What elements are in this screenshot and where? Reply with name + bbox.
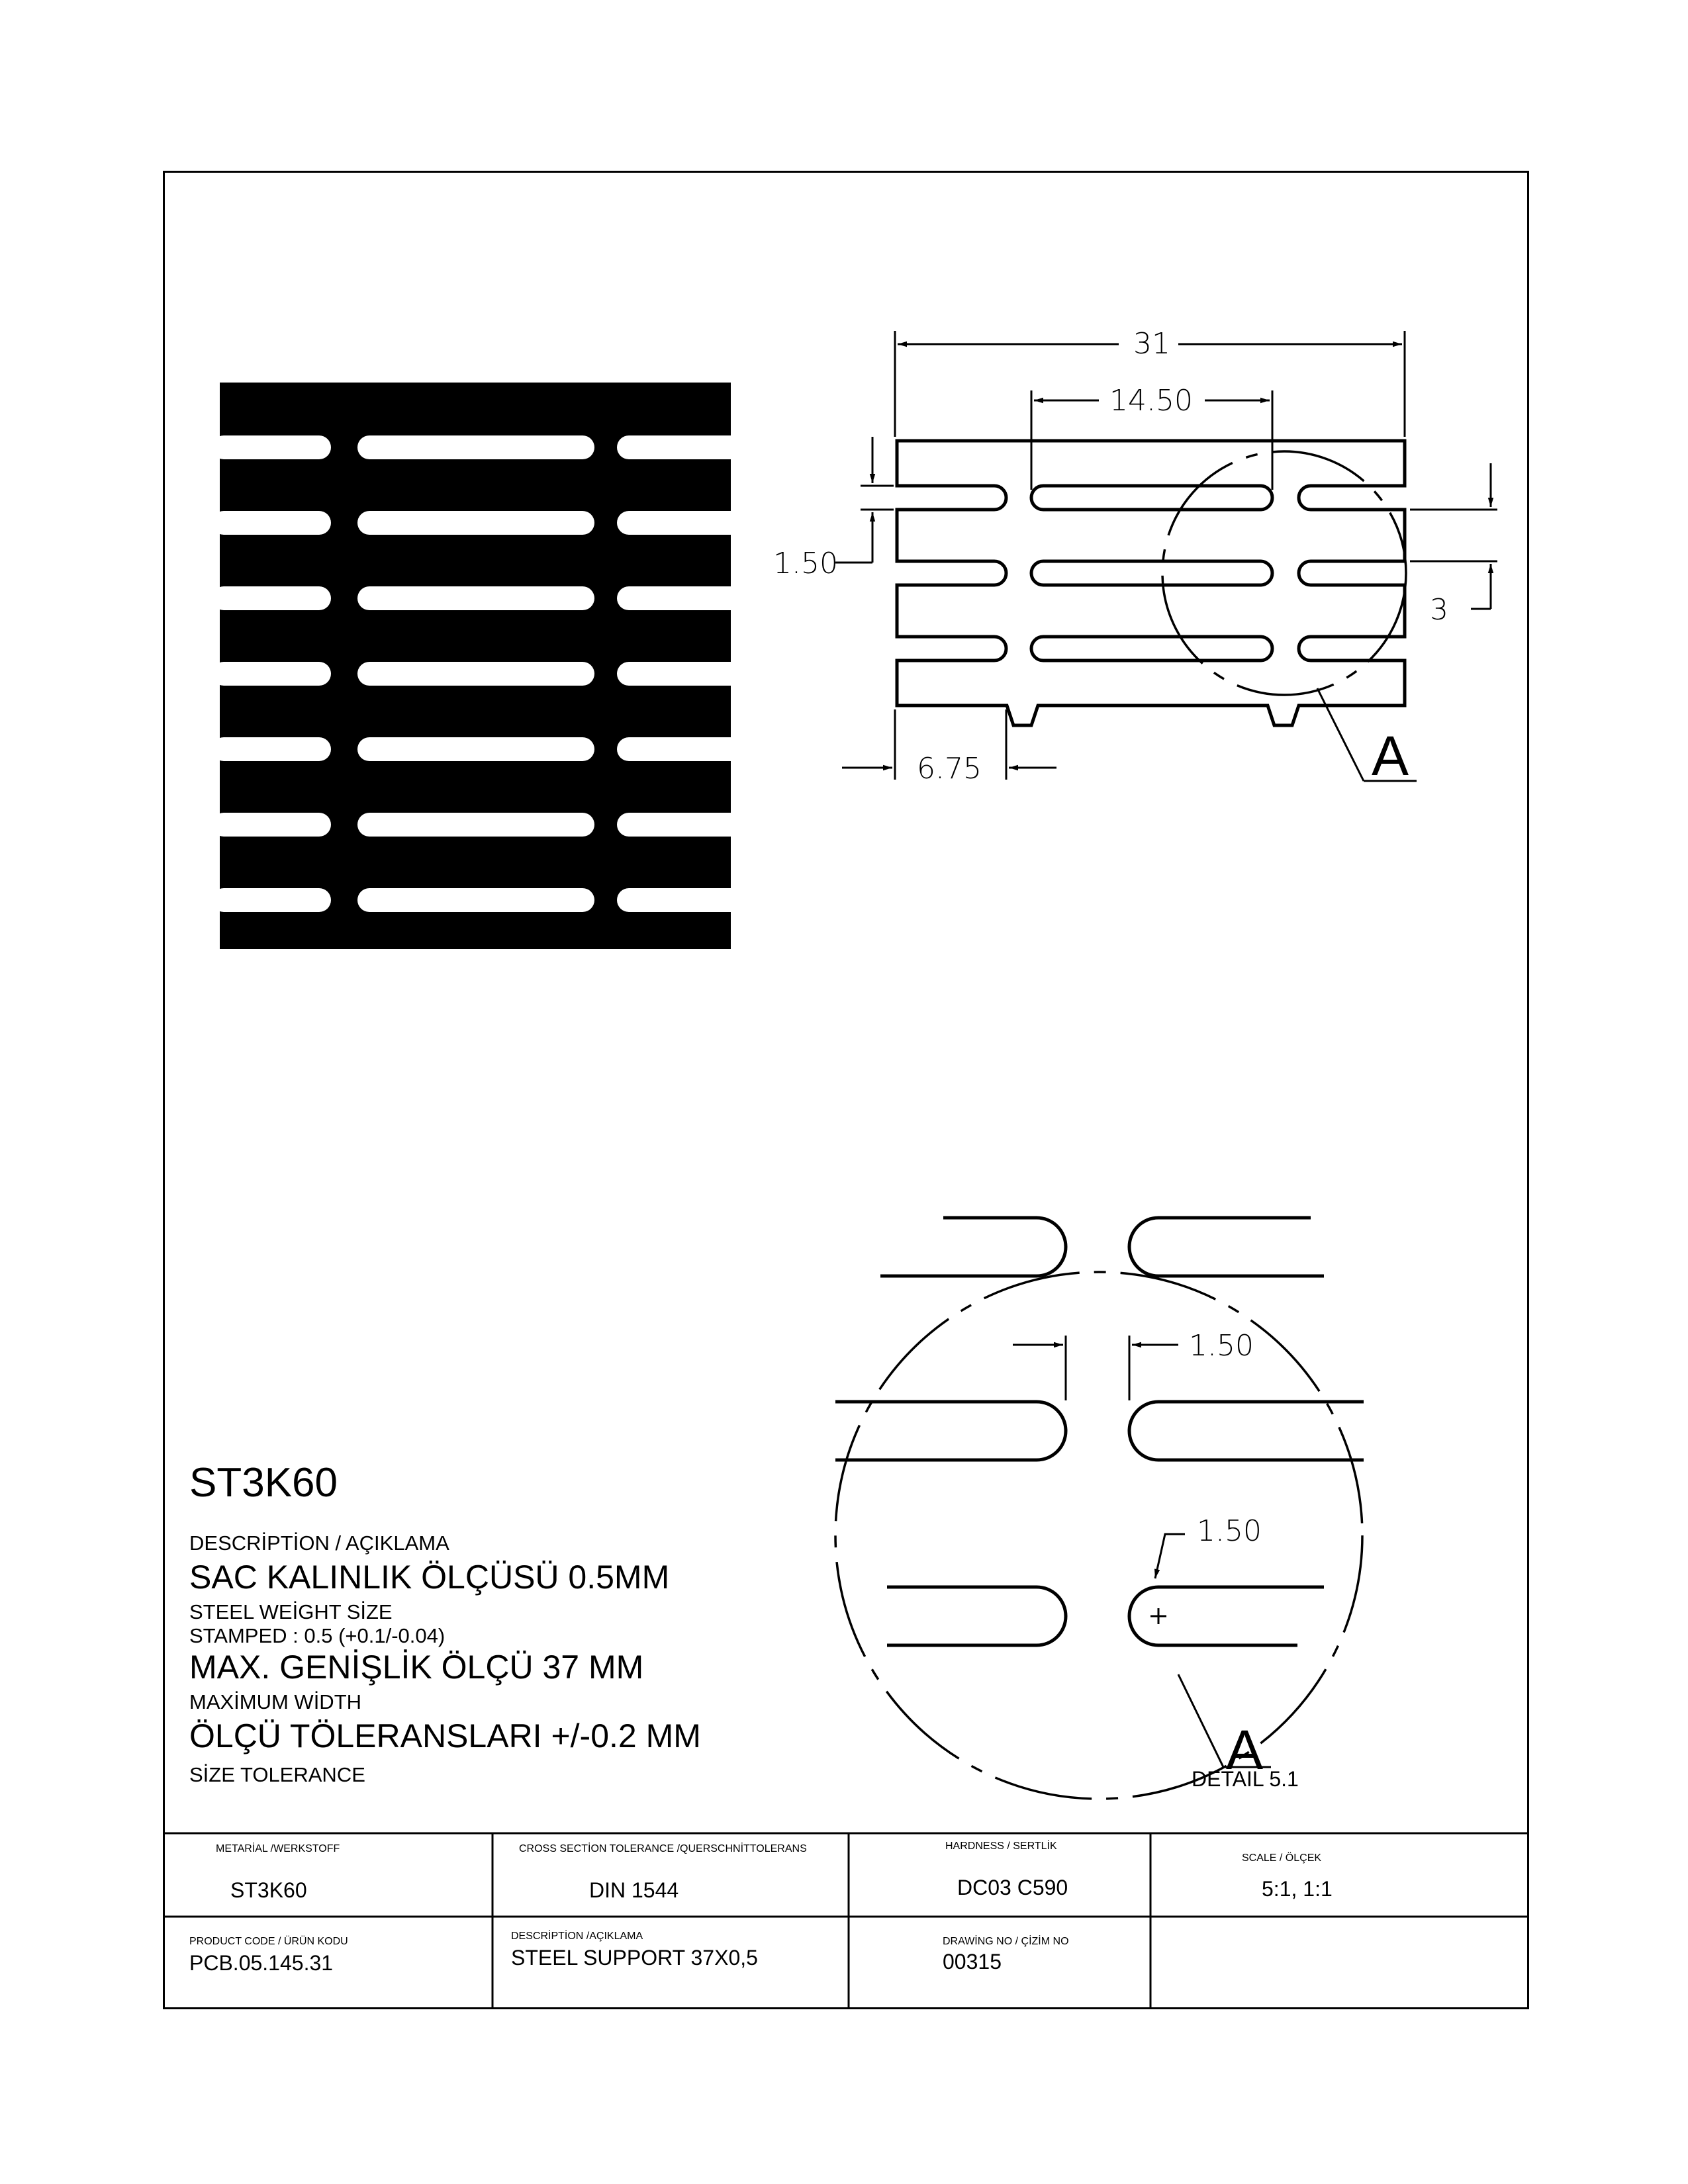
section-marker-a: A <box>1372 725 1409 787</box>
description-max-width-sub: MAXİMUM WİDTH <box>189 1690 362 1713</box>
dim-pitch: 3 <box>1430 593 1448 627</box>
dim-edge-offset: 6.75 <box>917 752 982 786</box>
description-thickness-sub: STEEL WEİGHT SİZE <box>189 1600 393 1623</box>
dim-overall-width: 31 <box>1133 327 1170 361</box>
description-tolerance: ÖLÇÜ TÖLERANSLARI +/-0.2 MM <box>189 1717 701 1754</box>
scale-label: SCALE / ÖLÇEK <box>1242 1852 1322 1864</box>
drawing-number-label: DRAWİNG NO / ÇİZİM NO <box>943 1936 1069 1947</box>
description-label: DESCRİPTİON / AÇIKLAMA <box>189 1531 449 1555</box>
detail-view <box>835 1218 1364 1799</box>
description-thickness: SAC KALINLIK ÖLÇÜSÜ 0.5MM <box>189 1559 670 1596</box>
hardness-label: HARDNESS / SERTLİK <box>945 1841 1057 1852</box>
part-code-title: ST3K60 <box>189 1460 338 1506</box>
material-value: ST3K60 <box>230 1878 307 1902</box>
item-description-value: STEEL SUPPORT 37X0,5 <box>511 1946 758 1970</box>
material-label: METARİAL /WERKSTOFF <box>216 1843 340 1854</box>
detail-gap-dim: 1.50 <box>1189 1329 1254 1363</box>
cross-tolerance-label: CROSS SECTİON TOLERANCE /QUERSCHNİTTOLERANS <box>519 1843 807 1854</box>
cross-tolerance-value: DIN 1544 <box>589 1878 679 1902</box>
detail-label: DETAIL 5.1 <box>1192 1767 1299 1791</box>
drawing-number-value: 00315 <box>943 1950 1002 1974</box>
detail-marker-a: A <box>1226 1719 1264 1781</box>
description-max-width: MAX. GENİŞLİK ÖLÇÜ 37 MM <box>189 1649 644 1686</box>
product-code-label: PRODUCT CODE / ÜRÜN KODU <box>189 1936 348 1947</box>
product-code-value: PCB.05.145.31 <box>189 1951 334 1975</box>
scale-value: 5:1, 1:1 <box>1262 1877 1333 1901</box>
item-description-label: DESCRİPTİON /AÇIKLAMA <box>511 1931 643 1942</box>
dim-slot-width: 1.50 <box>773 547 838 580</box>
title-block-lines <box>163 1833 1529 2009</box>
detail-radius-dim: 1.50 <box>1197 1514 1262 1548</box>
description-stamped: STAMPED : 0.5 (+0.1/-0.04) <box>189 1624 445 1647</box>
black-part-view <box>212 383 743 949</box>
hardness-value: DC03 C590 <box>957 1876 1068 1899</box>
dim-slot-length: 14.50 <box>1109 384 1193 418</box>
description-tolerance-sub: SİZE TOLERANCE <box>189 1763 365 1786</box>
